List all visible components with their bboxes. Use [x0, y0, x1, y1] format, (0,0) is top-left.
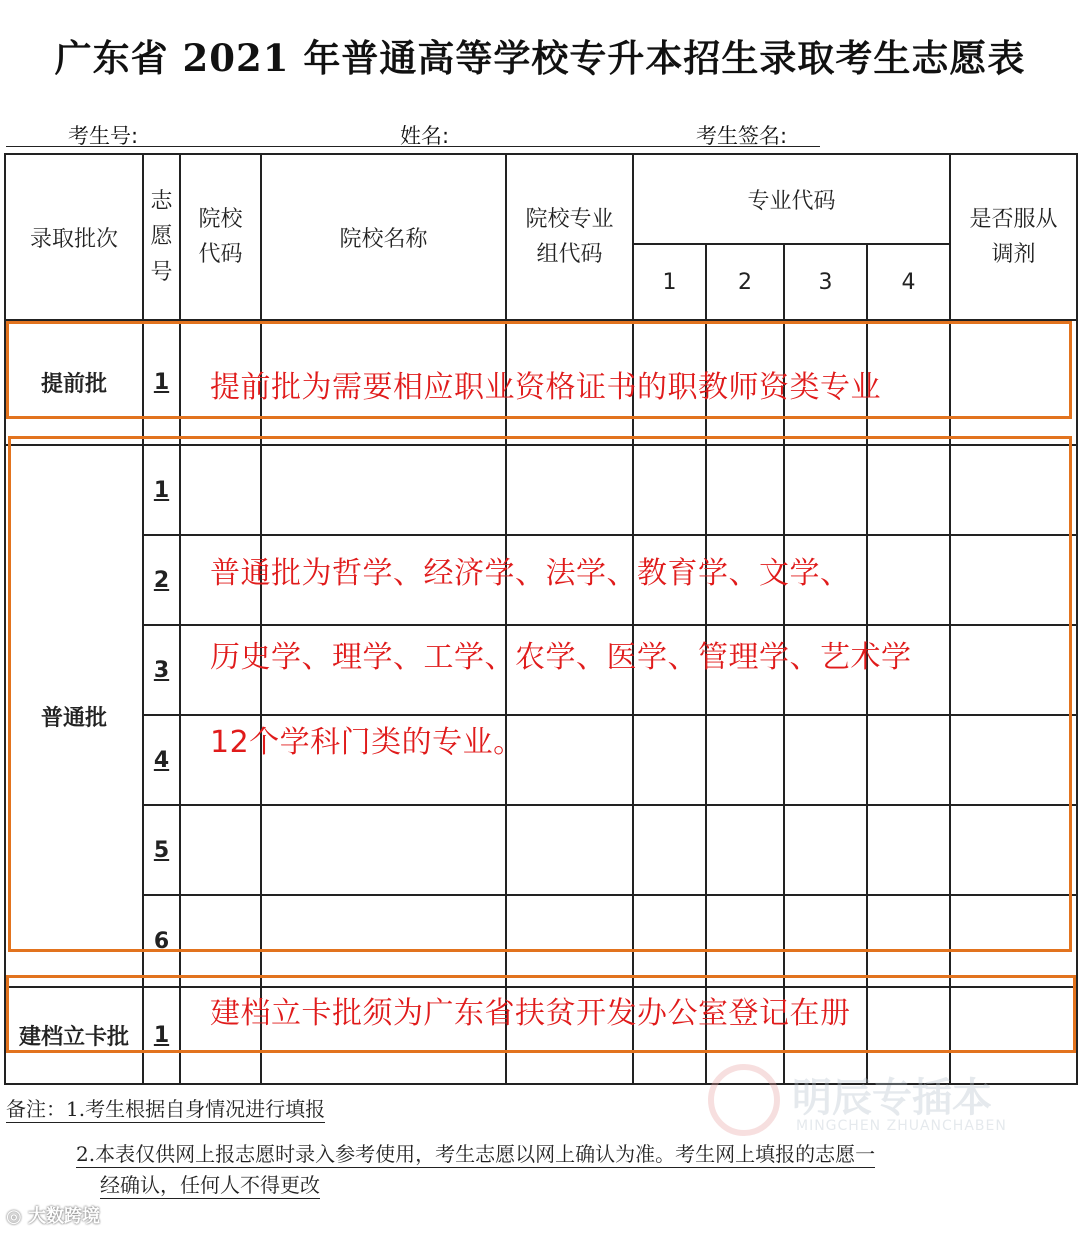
- annotation-poverty-text: 建档立卡批须为广东省扶贫开发办公室登记在册: [210, 996, 851, 1031]
- annotation-box-regular: [8, 436, 1072, 952]
- batch-poverty: 建档立卡批: [5, 987, 143, 1084]
- choice-number: 1: [143, 987, 180, 1084]
- major-col-2: 2: [706, 244, 784, 320]
- annotation-regular-line3: 12个学科门类的专业。: [210, 725, 524, 760]
- choice-number: 2: [143, 535, 180, 625]
- watermark-subtitle: MINGCHEN ZHUANCHABEN: [796, 1118, 1007, 1134]
- major-col-1: 1: [633, 244, 706, 320]
- info-underline: [6, 146, 820, 147]
- choice-number: 5: [143, 805, 180, 895]
- watermark-title: 明辰专插本: [792, 1075, 992, 1121]
- book-logo-icon: [708, 1064, 780, 1136]
- header-major-code: 专业代码: [633, 154, 950, 244]
- choice-number: 6: [143, 895, 180, 987]
- batch-early: 提前批: [5, 320, 143, 445]
- name-label: 姓名:: [400, 124, 450, 148]
- choice-number: 4: [143, 715, 180, 805]
- choice-number: 3: [143, 625, 180, 715]
- note-1: 备注：1.考生根据自身情况进行填报: [6, 1097, 326, 1121]
- choice-number: 1: [143, 320, 180, 445]
- header-adjust: 是否服从 调剂: [950, 154, 1077, 320]
- exam-no-label: 考生号:: [68, 124, 139, 148]
- note-2b: 经确认，任何人不得更改: [100, 1173, 320, 1197]
- note-2a: 2.本表仅供网上报志愿时录入参考使用，考生志愿以网上确认为准。考生网上填报的志愿一: [76, 1142, 876, 1166]
- source-watermark: ◎ 大数跨境: [6, 1206, 100, 1227]
- choice-number: 1: [143, 445, 180, 535]
- watermark: [708, 1060, 1068, 1140]
- annotation-early-text: 提前批为需要相应职业资格证书的职教师资类专业: [210, 370, 881, 405]
- annotation-regular-line1: 普通批为哲学、经济学、法学、教育学、文学、: [210, 556, 851, 591]
- major-col-3: 3: [784, 244, 867, 320]
- form-title: 广东省 2021 年普通高等学校专升本招生录取考生志愿表: [54, 36, 1026, 80]
- header-school-code: 院校 代码: [180, 154, 261, 320]
- annotation-regular-line2: 历史学、理学、工学、农学、医学、管理学、艺术学: [210, 640, 912, 675]
- header-choice-no: 志 愿 号: [143, 154, 180, 320]
- header-batch: 录取批次: [5, 154, 143, 320]
- batch-regular: 普通批: [5, 445, 143, 987]
- weibo-icon: ◎: [6, 1206, 28, 1227]
- header-school-name: 院校名称: [261, 154, 506, 320]
- header-group-code: 院校专业 组代码: [506, 154, 633, 320]
- signature-label: 考生签名:: [696, 124, 788, 148]
- major-col-4: 4: [867, 244, 950, 320]
